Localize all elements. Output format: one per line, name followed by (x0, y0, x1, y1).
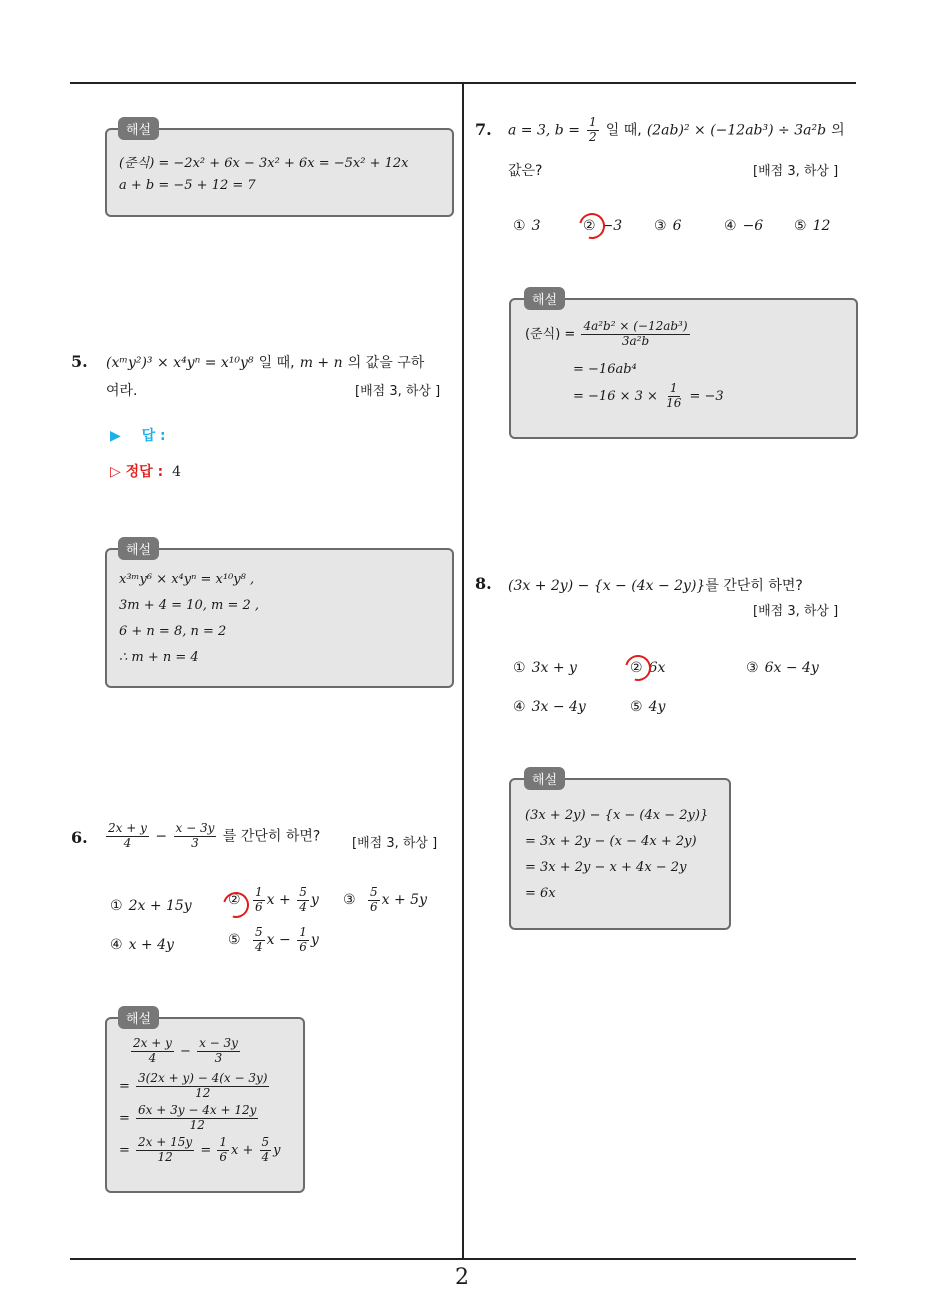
solution-line: = $\frac{2x + 15y}{12}$ = $\frac{1}{6}$ x + $\frac{5}{4}$ y (119, 1135, 281, 1164)
q7-solution-box (509, 298, 858, 439)
solution-line: = 3x + 2y − (x − 4x + 2y) (525, 834, 697, 849)
solution-tag: 해설 (118, 537, 159, 560)
q6-solution-box (105, 1017, 305, 1193)
solution-line: = 3x + 2y − x + 4x − 2y (525, 860, 687, 875)
solution-line: (준식) = −2x² + 6x − 3x² + 6x = −5x² + 12x (119, 156, 409, 171)
q8-option-4[interactable]: ④ 3x − 4y (513, 699, 586, 715)
q6-option-1[interactable]: ① 2x + 15y (110, 898, 192, 914)
q6-option-2[interactable]: ② $\frac{1}{6}$ x + $\frac{5}{4}$ y (228, 885, 319, 914)
correct-answer-row (110, 461, 181, 481)
q8-solution-box (509, 778, 731, 930)
q7-option-2[interactable]: ② −3 (583, 218, 623, 234)
q8-option-5[interactable]: ⑤ 4y (630, 699, 666, 715)
q5-stem-text: 일 때, (258, 355, 295, 371)
q5-solution-box (105, 548, 454, 688)
correct-label: 정답 : (125, 464, 164, 480)
solution-tag: 해설 (524, 767, 565, 790)
answer-label: 답 : (141, 428, 166, 444)
fraction: $\frac{x - 3y}{3}$ (175, 821, 215, 850)
hollow-play-icon: ▷ (110, 464, 121, 480)
q7-number: 7. (475, 120, 492, 139)
solution-tag: 해설 (118, 117, 159, 140)
solution-tag: 해설 (524, 287, 565, 310)
q8-stem: (3x + 2y) − {x − (4x − 2y)}를 간단히 하면? (508, 578, 803, 594)
solution-line: (준식) = $\frac{\text{4a²b² × (−12ab³)}}{\text{3a²b}}$ (525, 319, 688, 348)
q7-option-1[interactable]: ① 3 (513, 218, 541, 234)
page-number: 2 (455, 1265, 469, 1290)
q8-meta: [배점 3, 하상 ] (753, 604, 839, 619)
solution-line: = 6x (525, 886, 556, 901)
q8-option-2[interactable]: ② 6x (630, 660, 666, 676)
q6-option-5[interactable]: ⑤ $\frac{5}{4}$ x − $\frac{1}{6}$ y (228, 925, 319, 954)
q5-stem-math: (xᵐy²)³ × x⁴yⁿ = x¹⁰y⁸ (106, 355, 254, 371)
q7-option-3[interactable]: ③ 6 (654, 218, 682, 234)
prev-solution-box (105, 128, 454, 217)
solution-line: a + b = −5 + 12 = 7 (119, 178, 256, 193)
q5-number: 5. (71, 352, 88, 371)
answer-row (110, 425, 166, 445)
solution-line: = $\frac{6x + 3y - 4x + 12y}{12}$ (119, 1103, 257, 1132)
solution-tag: 해설 (118, 1006, 159, 1029)
solution-line: 3m + 4 = 10, m = 2 , (119, 598, 260, 613)
solution-line: (3x + 2y) − {x − (4x − 2y)} (525, 808, 709, 823)
correct-value: 4 (172, 464, 181, 480)
q5-stem-math2: m + n (299, 355, 343, 371)
q7-meta: [배점 3, 하상 ] (753, 164, 839, 179)
q8-number: 8. (475, 574, 492, 593)
q7-stem-text: 값은? (508, 163, 543, 179)
play-icon: ▶ (110, 428, 121, 444)
q6-number: 6. (71, 828, 88, 847)
column-divider (462, 84, 464, 1259)
q7-option-5[interactable]: ⑤ 12 (794, 218, 831, 234)
solution-line: $\frac{2x + y}{4}$ − $\frac{x - 3y}{3}$ (133, 1036, 238, 1065)
q7-option-4[interactable]: ④ −6 (724, 218, 764, 234)
q6-meta: [배점 3, 하상 ] (352, 836, 438, 851)
solution-line: = −16 × 3 × $\frac{1}{16}$ = −3 (573, 381, 724, 410)
solution-line: x³ᵐy⁶ × x⁴yⁿ = x¹⁰y⁸ , (119, 572, 255, 587)
q5-stem-text: 여라. (106, 383, 138, 399)
solution-line: 6 + n = 8, n = 2 (119, 624, 227, 639)
solution-line: = $\frac{3(2x + y) - 4(x - 3y)}{12}$ (119, 1071, 268, 1100)
q8-option-1[interactable]: ① 3x + y (513, 660, 577, 676)
selected-answer-mark (574, 208, 610, 244)
solution-line: = −16ab⁴ (573, 362, 637, 377)
q6-stem-text: 를 간단히 하면? (222, 828, 321, 845)
q5-stem (106, 352, 424, 372)
selected-answer-mark (620, 650, 656, 686)
bottom-rule (70, 1258, 856, 1260)
fraction: $\frac{2x + y}{4}$ (108, 821, 147, 850)
q5-meta: [배점 3, 하상 ] (355, 384, 441, 399)
q6-option-4[interactable]: ④ x + 4y (110, 937, 174, 953)
q7-stem: a = 3, b = $\frac{1}{2}$ 일 때, (2ab)² × (−12ab³) ÷ 3a²b 의 (508, 115, 845, 144)
q6-option-3[interactable]: ③ $\frac{5}{6}$ x + 5y (343, 885, 427, 914)
q6-stem: $\frac{2x + y}{4}$ − $\frac{x - 3y}{3}$ 를 간단히 하면? (108, 821, 321, 850)
q8-option-3[interactable]: ③ 6x − 4y (746, 660, 819, 676)
q5-stem-text: 의 값을 구하 (347, 355, 425, 371)
solution-line: ∴ m + n = 4 (119, 650, 199, 665)
